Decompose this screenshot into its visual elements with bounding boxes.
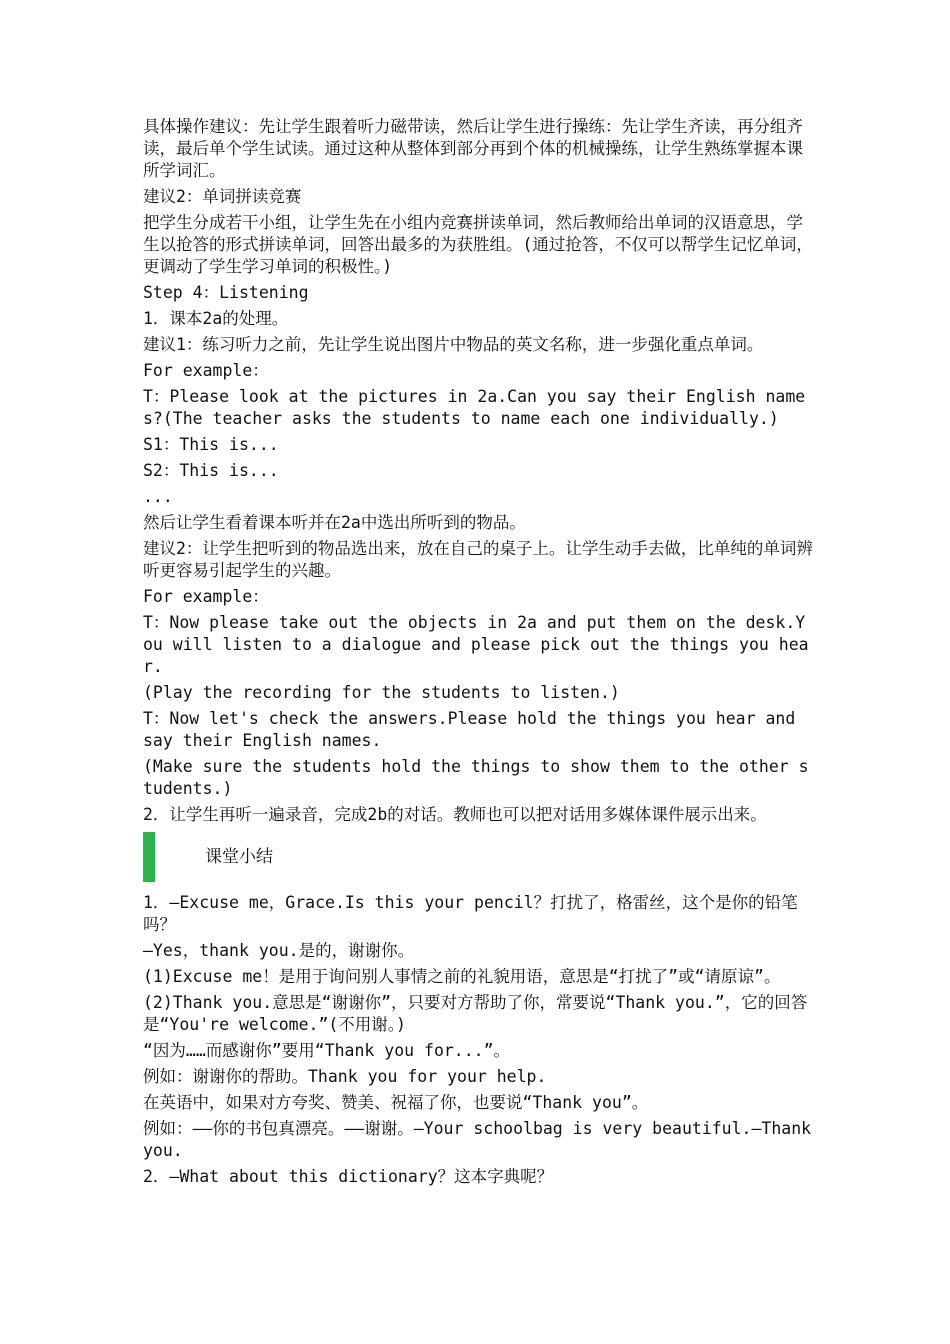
block-one bbox=[143, 116, 815, 826]
paragraph: 建议2：单词拼读竞赛 bbox=[143, 187, 302, 206]
paragraph: 在英语中，如果对方夸奖、赞美、祝福了你，也要说“Thank you”。 bbox=[143, 1093, 649, 1112]
paragraph: Step 4：Listening bbox=[143, 283, 309, 302]
block-two bbox=[143, 892, 822, 1188]
paragraph: —Yes，thank you.是的，谢谢你。 bbox=[143, 941, 415, 960]
section-heading bbox=[143, 832, 815, 882]
paragraph: 把学生分成若干小组，让学生先在小组内竞赛拼读单词，然后教师给出单词的汉语意思，学生以抢答的形式拼读单词，回答出最多的为获胜组。(通过抢答，不仅可以帮学生记忆单词，更调动了学生学习单词的积极性。) bbox=[143, 213, 813, 276]
paragraph: 然后让学生看着课本听并在2a中选出所听到的物品。 bbox=[143, 513, 526, 532]
paragraph: “因为……而感谢你”要用“Thank you for...”。 bbox=[143, 1041, 511, 1060]
section-title: 课堂小结 bbox=[205, 847, 273, 867]
paragraph: S1：This is... bbox=[143, 435, 279, 454]
paragraph: (Play the recording for the students to listen.) bbox=[143, 683, 620, 702]
paragraph: T：Please look at the pictures in 2a.Can you say their English names?(The teacher asks the students to name each one individually.) bbox=[143, 387, 806, 428]
paragraph: (1)Excuse me！是用于询问别人事情之前的礼貌用语，意思是“打扰了”或“请原谅”。 bbox=[143, 967, 781, 986]
paragraph: 1．课本2a的处理。 bbox=[143, 309, 289, 328]
paragraph: (2)Thank you.意思是“谢谢你”，只要对方帮助了你，常要说“Thank you.”，它的回答是“You're welcome.”(不用谢。) bbox=[143, 993, 808, 1034]
paragraph: 建议2：让学生把听到的物品选出来，放在自己的桌子上。让学生动手去做，比单纯的单词辨听更容易引起学生的兴趣。 bbox=[143, 539, 813, 580]
paragraph: 例如：谢谢你的帮助。Thank you for your help. bbox=[143, 1067, 547, 1086]
paragraph: ... bbox=[143, 487, 173, 506]
paragraph: 2．让学生再听一遍录音，完成2b的对话。教师也可以把对话用多媒体课件展示出来。 bbox=[143, 805, 767, 824]
paragraph: For example： bbox=[143, 587, 269, 606]
paragraph: 例如：——你的书包真漂亮。——谢谢。—Your schoolbag is very beautiful.—Thank you. bbox=[143, 1119, 822, 1160]
paragraph: T：Now let's check the answers.Please hold the things you hear and say their English names. bbox=[143, 709, 806, 750]
paragraph: T：Now please take out the objects in 2a and put them on the desk.You will listen to a dialogue and please pick out the things you hear. bbox=[143, 613, 809, 676]
paragraph: 1．—Excuse me，Grace.Is this your pencil？打扰了，格雷丝，这个是你的铅笔吗？ bbox=[143, 893, 798, 934]
paragraph: 建议1：练习听力之前，先让学生说出图片中物品的英文名称，进一步强化重点单词。 bbox=[143, 335, 764, 354]
paragraph: 2．—What about this dictionary？这本字典呢？ bbox=[143, 1167, 554, 1186]
document-page bbox=[143, 116, 822, 1192]
paragraph: S2：This is... bbox=[143, 461, 279, 480]
section-bar-marker bbox=[143, 832, 155, 882]
paragraph: (Make sure the students hold the things to show them to the other students.) bbox=[143, 757, 809, 798]
paragraph: 具体操作建议：先让学生跟着听力磁带读，然后让学生进行操练：先让学生齐读，再分组齐读，最后单个学生试读。通过这种从整体到部分再到个体的机械操练，让学生熟练掌握本课所学词汇。 bbox=[143, 117, 803, 180]
paragraph: For example： bbox=[143, 361, 269, 380]
